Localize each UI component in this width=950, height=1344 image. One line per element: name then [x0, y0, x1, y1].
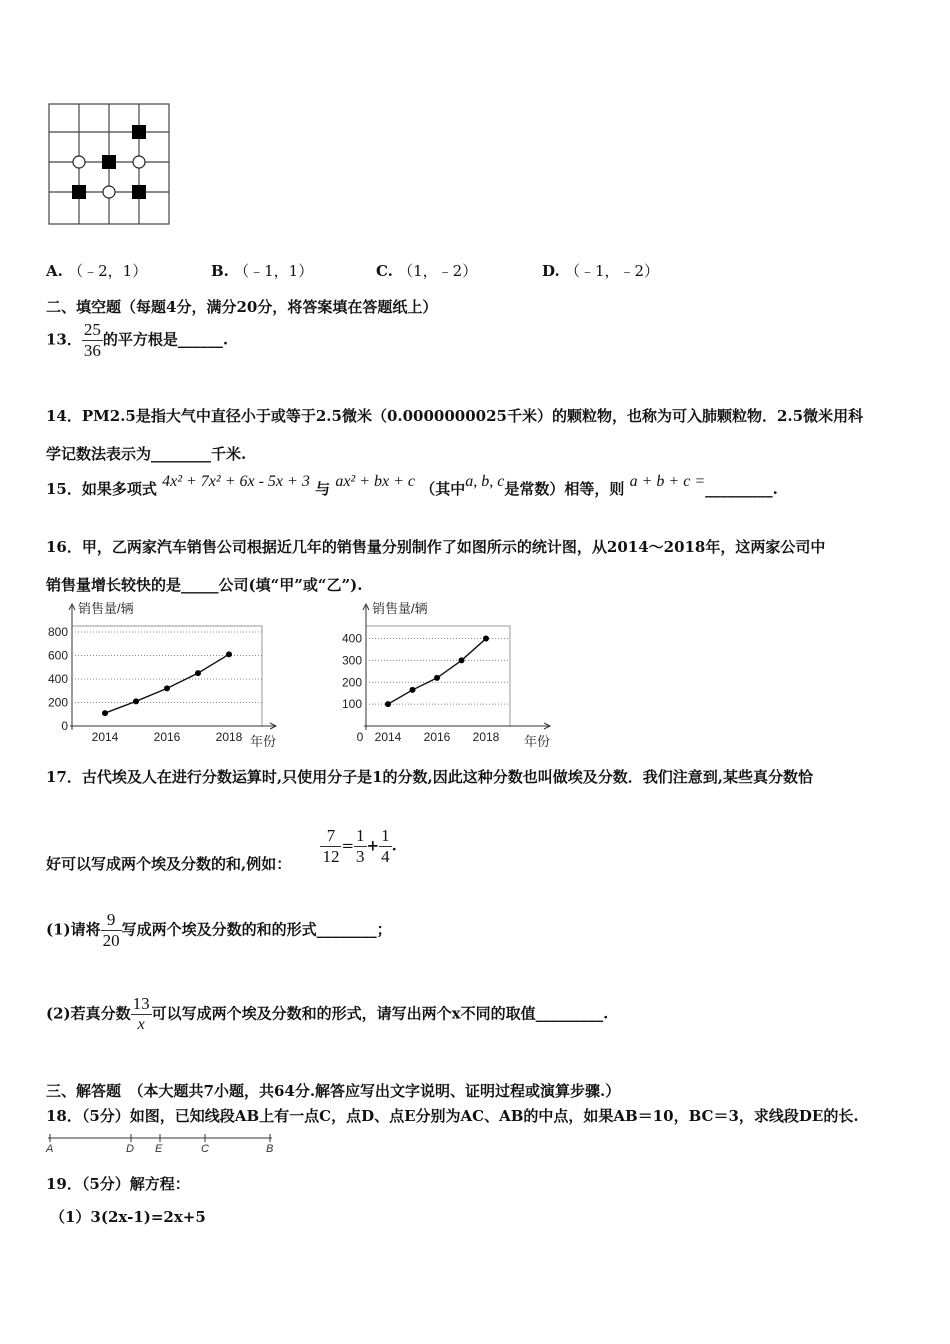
fraction: $\frac{13}{x}$	[132, 994, 150, 1033]
data-point	[483, 636, 489, 642]
q18: 18．（5分）如图，已知线段AB上有一点C，点D、点E分别为AC、AB的中点，如果AB＝10，BC＝3，求线段DE的长.	[46, 1107, 859, 1125]
segment-figure	[44, 1130, 280, 1156]
x-tick-label: 2014	[374, 730, 402, 744]
q17-line2: 好可以写成两个埃及分数的和,例如： $\frac{7}{12}$ = $\frac{1}{3}$ + $\frac{1}{4}$ .	[46, 826, 397, 873]
section3-title: 三、解答题 （本大题共7小题，共64分.解答应写出文字说明、证明过程或演算步骤.）	[46, 1082, 621, 1100]
white-piece	[73, 156, 85, 168]
fraction: $\frac{7}{12}$	[322, 826, 340, 866]
fraction: $\frac{1}{4}$	[381, 826, 390, 866]
y-tick-label: 800	[47, 625, 68, 639]
option-d: D. （﹣1，﹣2）	[542, 262, 660, 280]
y-tick-label: 200	[341, 675, 362, 690]
y-tick-label: 400	[341, 631, 362, 646]
sales-chart-jia	[44, 598, 306, 750]
x-tick-label: 2016	[423, 730, 451, 744]
x-axis-label: 年份	[524, 734, 551, 749]
y-axis-label: 销售量/辆	[78, 601, 134, 616]
fraction: $\frac{9}{20}$	[102, 910, 120, 950]
y-tick-label: 200	[47, 695, 68, 710]
data-point	[195, 670, 201, 676]
x-tick-label: 2014	[91, 730, 119, 744]
y-tick-label: 400	[47, 672, 68, 686]
white-piece	[133, 156, 145, 168]
data-point	[385, 701, 391, 707]
y-tick-label: 100	[341, 697, 362, 712]
q14-line1: 14．PM2.5是指大气中直径小于或等于2.5微米（0.0000000025千米）的颗粒物，也称为可入肺颗粒物．2.5微米用科	[46, 407, 864, 425]
x-tick-label: 0	[356, 730, 364, 744]
point-e: E	[155, 1143, 163, 1155]
x-tick-label: 2016	[153, 730, 181, 744]
fraction: $\frac{1}{3}$	[356, 826, 365, 866]
option-c: C. （1，﹣2）	[376, 262, 478, 280]
q17-part2: (2)若真分数 $\frac{13}{x}$ 可以写成两个埃及分数和的形式，请写出两个x不同的取值_________.	[46, 994, 609, 1033]
y-tick-label: 600	[47, 648, 68, 663]
polynomial-2: ax² + bx + c	[335, 473, 416, 490]
y-tick-label: 0	[61, 719, 68, 733]
point-b: B	[266, 1143, 274, 1155]
section2-title: 二、填空题（每题4分，满分20分，将答案填在答题纸上）	[46, 298, 438, 316]
data-point	[410, 687, 416, 693]
q15: 15．如果多项式 4x² + 7x² + 6x - 5x + 3 与 ax² + bx + c （其中a, b, c是常数）相等，则 a + b + c =_________.	[46, 473, 778, 498]
q19-part1: （1）3(2x-1)=2x+5	[50, 1208, 206, 1226]
q13: 13． $\frac{25}{36}$ 的平方根是______.	[46, 320, 229, 360]
q14-line2: 学记数法表示为________千米.	[46, 445, 247, 463]
black-piece	[102, 155, 116, 169]
data-point	[164, 685, 170, 691]
x-tick-label: 2018	[472, 730, 500, 744]
option-b: B. （﹣1，1）	[211, 262, 314, 280]
q19-title: 19．（5分）解方程：	[46, 1175, 190, 1193]
plot-frame	[72, 626, 262, 726]
q17-line1: 17．古代埃及人在进行分数运算时,只使用分子是1的分数,因此这种分数也叫做埃及分数．我们注意到,某些真分数恰	[46, 768, 813, 786]
point-a: A	[46, 1143, 54, 1155]
polynomial-1: 4x² + 7x² + 6x - 5x + 3	[162, 473, 310, 490]
q17-part1: (1)请将 $\frac{9}{20}$ 写成两个埃及分数的和的形式________；	[46, 910, 392, 950]
q16-line1: 16．甲，乙两家汽车销售公司根据近几年的销售量分别制作了如图所示的统计图，从2014～2018年，这两家公司中	[46, 538, 826, 556]
y-tick-label: 300	[341, 653, 362, 668]
black-piece	[132, 185, 146, 199]
series-line	[388, 639, 486, 705]
option-a: A. （﹣2，1）	[46, 262, 148, 280]
q16-line2: 销售量增长较快的是_____公司(填“甲”或“乙”).	[46, 576, 363, 594]
black-piece	[72, 185, 86, 199]
data-point	[102, 710, 108, 716]
white-piece	[103, 186, 115, 198]
x-axis-label: 年份	[250, 734, 277, 749]
black-piece	[132, 125, 146, 139]
data-point	[459, 657, 465, 663]
chessboard-grid-figure	[47, 102, 171, 226]
x-tick-label: 2018	[215, 730, 243, 744]
data-point	[434, 675, 440, 681]
data-point	[133, 698, 139, 704]
fraction: $\frac{25}{36}$	[83, 320, 101, 360]
data-point	[226, 651, 232, 657]
series-line	[105, 654, 229, 713]
point-d: D	[126, 1143, 134, 1155]
sales-chart-yi	[336, 598, 558, 750]
point-c: C	[201, 1143, 209, 1155]
y-axis-label: 销售量/辆	[372, 601, 428, 616]
